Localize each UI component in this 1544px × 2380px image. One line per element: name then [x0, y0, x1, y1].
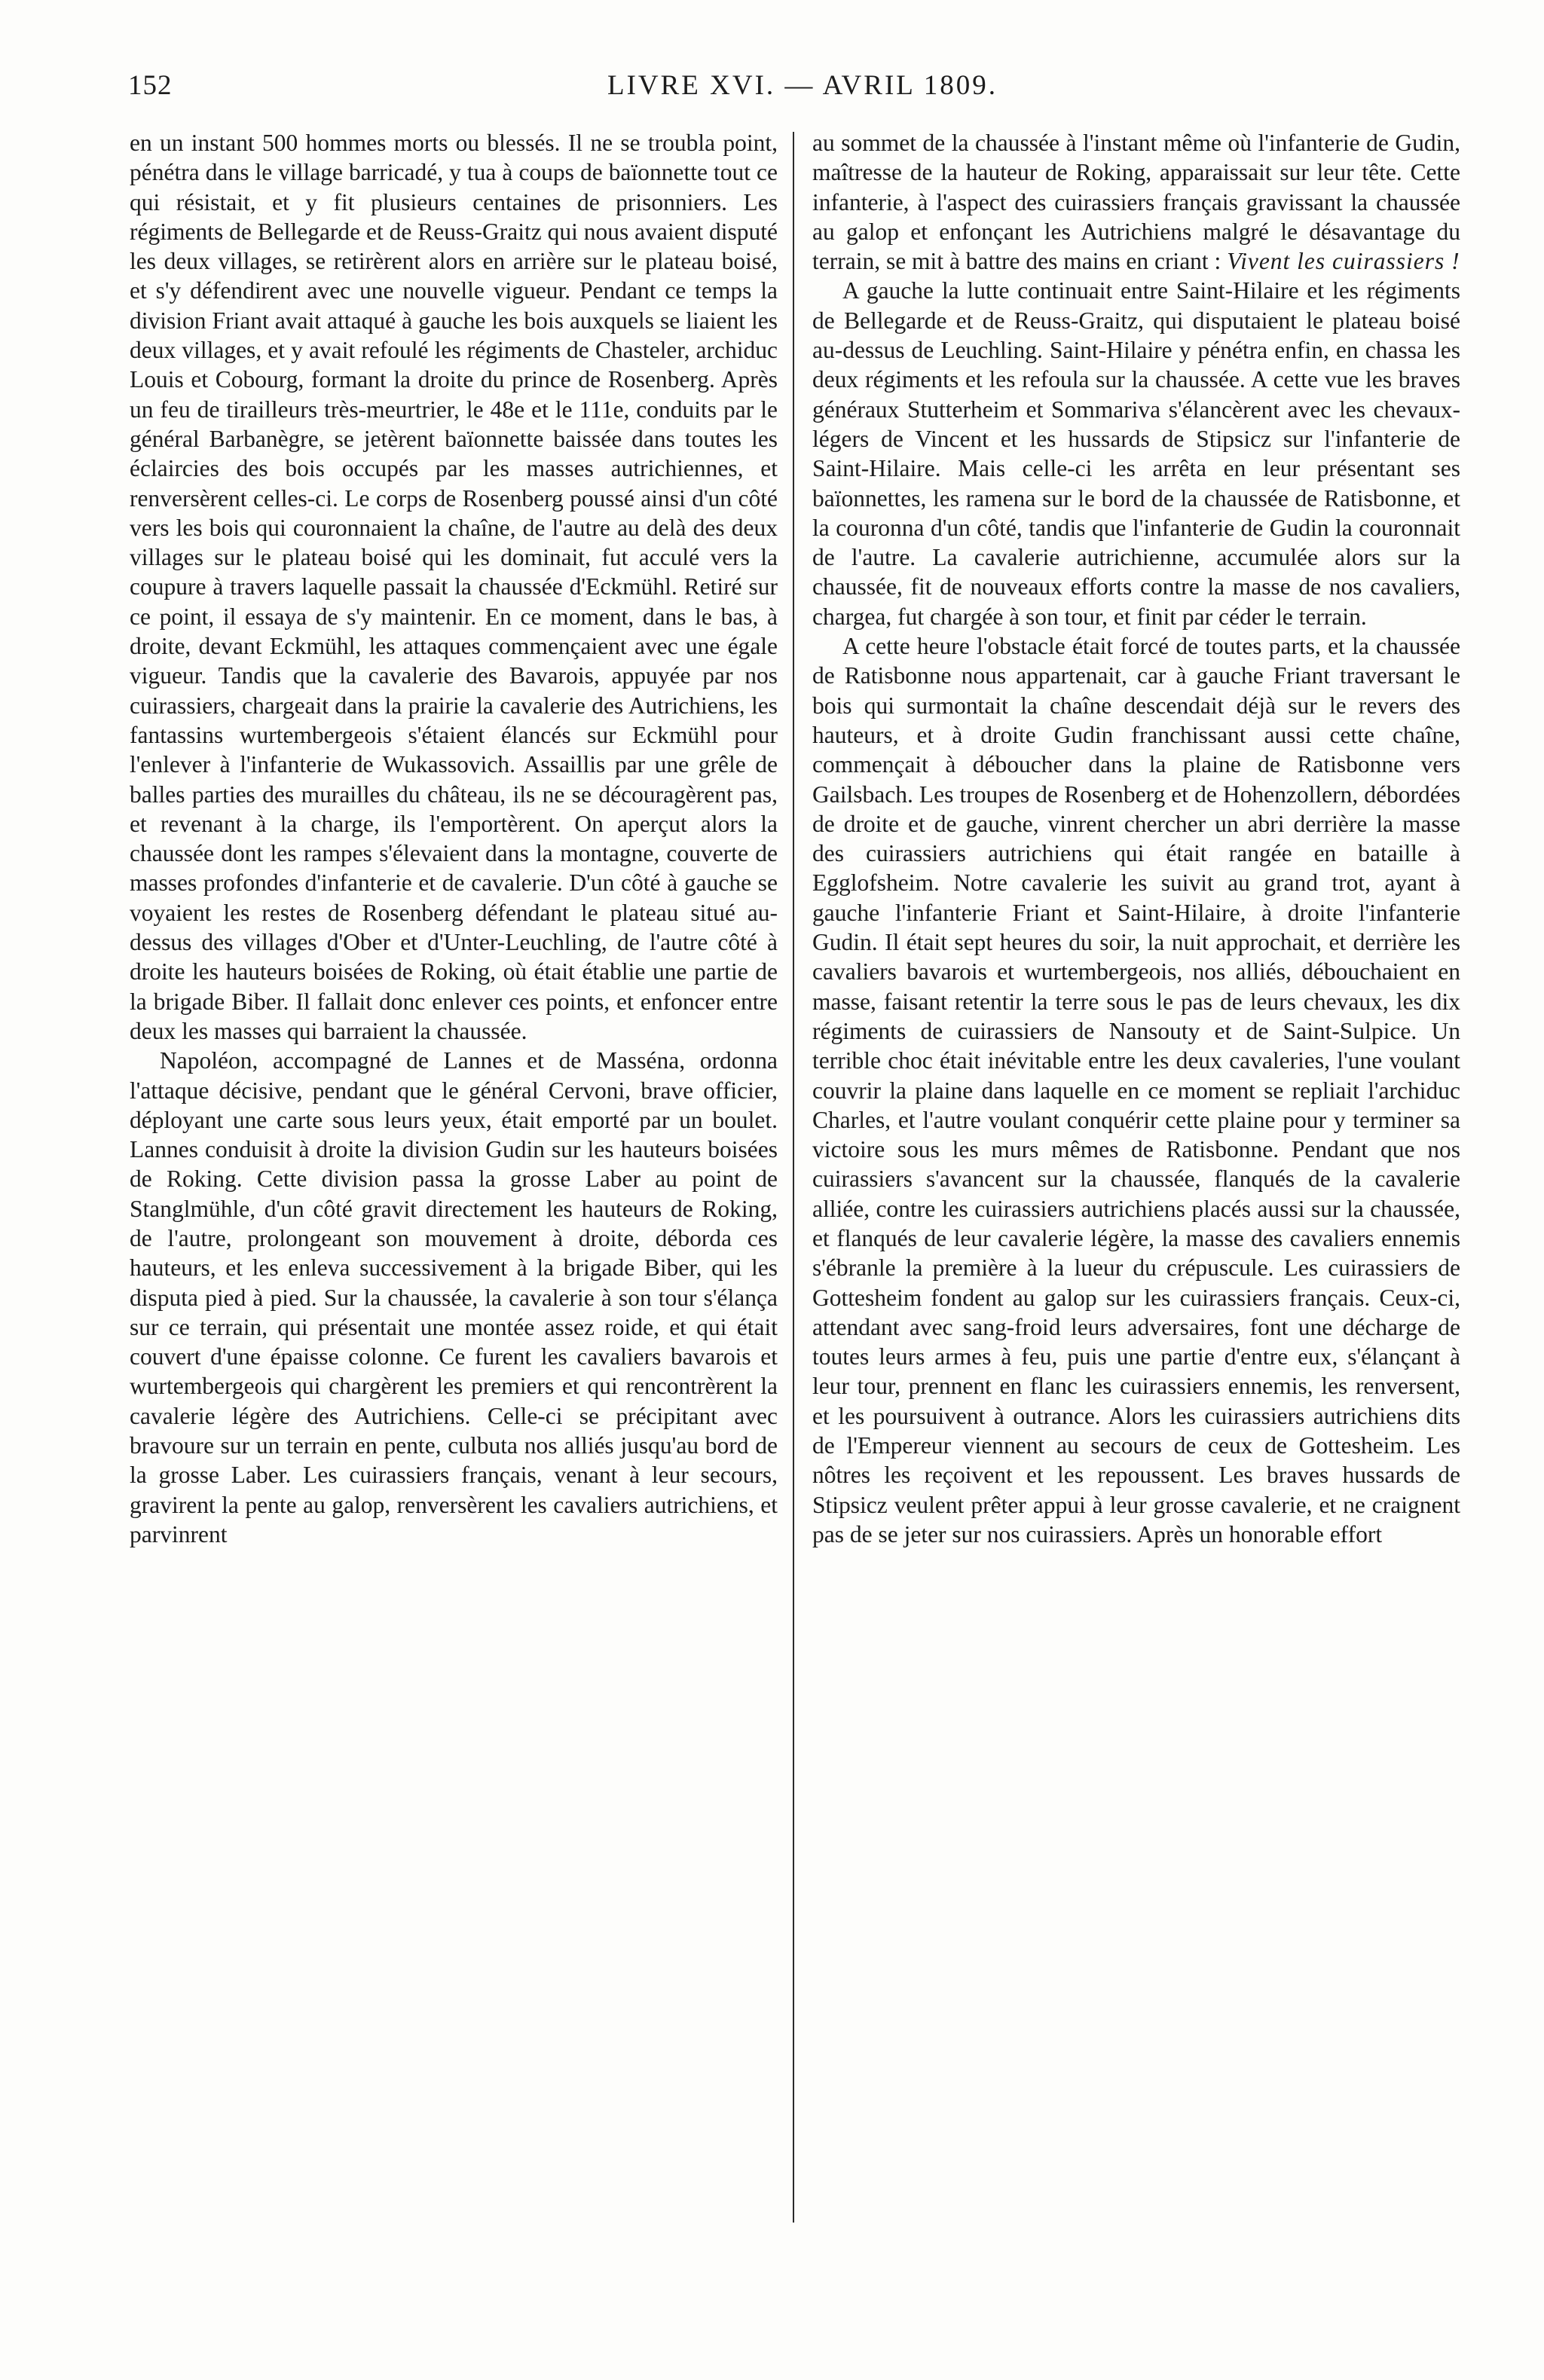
- running-title: LIVRE XVI. — AVRIL 1809.: [607, 70, 998, 101]
- paragraph-text: au sommet de la chaussée à l'instant même où l'infanterie de Gudin, maîtresse de la hauteur de Roking, apparaissait sur leur tête. Cette infanterie, à l'aspect des cuirassiers français gravissant la chaussée au galop et enfonçant les Autrichiens malgré le désavantage du terrain, se mit à battre des mains en criant :: [812, 130, 1460, 275]
- page-number: 152: [128, 70, 173, 101]
- paragraph: A gauche la lutte continuait entre Saint-Hilaire et les régiments de Bellegarde et de Reuss-Graitz, qui disputaient le plateau boisé au-dessus de Leuchling. Saint-Hilaire y pénétra enfin, en chassa les deux régiments et les refoula sur la chaussée. A cette vue les braves généraux Stutterheim et Sommariva s'élancèrent avec les chevaux-légers de Vincent et les hussards de Stipsicz sur l'infanterie de Saint-Hilaire. Mais celle-ci les arrêta en leur présentant ses baïonnettes, les ramena sur le bord de la chaussée de Ratisbonne, et la couronna d'un côté, tandis que l'infanterie de Gudin la couronnait de l'autre. La cavalerie autrichienne, accumulée alors sur la chaussée, fit de nouveaux efforts contre la masse de nos cavaliers, chargea, fut chargée à son tour, et finit par céder le terrain.: [812, 277, 1460, 630]
- italic-exclamation: Vivent les cuirassiers !: [1227, 248, 1460, 275]
- paragraph: A cette heure l'obstacle était forcé de toutes parts, et la chaussée de Ratisbonne nous appartenait, car à gauche Friant traversant le bois qui surmontait la chaîne descendait déjà sur le revers des hauteurs, et à droite Gudin franchissant aussi cette chaîne, commençait à déboucher dans la plaine de Ratisbonne vers Gailsbach. Les troupes de Rosenberg et de Hohenzollern, débordées de droite et de gauche, vinrent chercher un abri derrière la masse des cuirassiers autrichiens qui était rangée en bataille à Egglofsheim. Notre cavalerie les suivit au grand trot, ayant à gauche l'infanterie Friant et Saint-Hilaire, à droite l'infanterie Gudin. Il était sept heures du soir, la nuit approchait, et derrière les cavaliers bavarois et wurtembergeois, nos alliés, débouchaient en masse, faisant retentir la terre sous le pas de leurs chevaux, les dix régiments de cuirassiers de Nansouty et de Saint-Sulpice. Un terrible choc était inévitable entre les deux cavaleries, l'une voulant couvrir la plaine dans laquelle en ce moment se repliait l'archiduc Charles, et l'autre voulant conquérir cette plaine pour y terminer sa victoire sous les murs mêmes de Ratisbonne. Pendant que nos cuirassiers s'avancent sur la chaussée, flanqués de la cavalerie alliée, contre les cuirassiers autrichiens placés aussi sur la chaussée, et flanqués de leur cavalerie légère, la masse des cavaliers ennemis s'ébranle la première à la lueur du crépuscule. Les cuirassiers de Gottesheim fondent au galop sur les cuirassiers français. Ceux-ci, attendant avec sang-froid leurs adversaires, font une décharge de toutes leurs armes à feu, puis une partie d'entre eux, s'élançant à leur tour, prennent en flanc les cuirassiers ennemis, les renversent, et les poursuivent à outrance. Alors les cuirassiers autrichiens dits de l'Empereur viennent au secours de ceux de Gottesheim. Les nôtres les reçoivent et les repoussent. Les braves hussards de Stipsicz veulent prêter appui à leur grosse cavalerie, et ne craignent pas de se jeter sur nos cuirassiers. Après un honorable effort: [812, 633, 1460, 1547]
- paragraph: en un instant 500 hommes morts ou blessés. Il ne se troubla point, pénétra dans le village barricadé, y tua à coups de baïonnette tout ce qui résistait, et y fit plusieurs centaines de prisonniers. Les régiments de Bellegarde et de Reuss-Graitz qui nous avaient disputé les deux villages, se retirèrent alors en arrière sur le plateau boisé, et s'y défendirent avec une nouvelle vigueur. Pendant ce temps la division Friant avait attaqué à gauche les bois auxquels se liaient les deux villages, et y avait refoulé les régiments de Chasteler, archiduc Louis et Cobourg, formant la droite du prince de Rosenberg. Après un feu de tirailleurs très-meurtrier, le 48e et le 111e, conduits par le général Barbanègre, se jetèrent baïonnette baissée dans toutes les éclaircies des bois occupés par les masses autrichiennes, et renversèrent celles-ci. Le corps de Rosenberg poussé ainsi d'un côté vers les bois qui couronnaient la chaîne, de l'autre au delà des deux villages sur le plateau boisé qui les dominait, fut acculé vers la coupure à travers laquelle passait la chaussée d'Eckmühl. Retiré sur ce point, il essaya de s'y maintenir. En ce moment, dans le bas, à droite, devant Eckmühl, les attaques commençaient avec une égale vigueur. Tandis que la cavalerie des Bavarois, appuyée par nos cuirassiers, chargeait dans la prairie la cavalerie des Autrichiens, les fantassins wurtembergeois s'étaient élancés sur Eckmühl pour l'enlever à l'infanterie de Wukassovich. Assaillis par une grêle de balles parties des murailles du château, ils ne se découragèrent pas, et revenant à la charge, ils l'emportèrent. On aperçut alors la chaussée dont les rampes s'élevaient dans la montagne, couverte de masses profondes d'infanterie et de cavalerie. D'un côté à gauche se voyaient les restes de Rosenberg défendant le plateau situé au-dessus des villages d'Ober et d'Unter-Leuchling, de l'autre côté à droite les hauteurs boisées de Roking, où était établie une partie de la brigade Biber. Il fallait donc enlever ces points, et enfoncer entre deux les masses qui barraient la chaussée.: [130, 130, 778, 1044]
- page-header: [128, 69, 1477, 115]
- paragraph: [812, 128, 1460, 276]
- left-column: [130, 128, 778, 1549]
- right-column: [812, 128, 1460, 1549]
- paragraph: Napoléon, accompagné de Lannes et de Masséna, ordonna l'attaque décisive, pendant que le général Cervoni, brave officier, déployant une carte sous leurs yeux, était emporté par un boulet. Lannes conduisit à droite la division Gudin sur les hauteurs boisées de Roking. Cette division passa la grosse Laber au point de Stanglmühle, d'un côté gravit directement les hauteurs de Roking, de l'autre, prolongeant son mouvement à droite, déborda ces hauteurs, et les enleva successivement à la brigade Biber, qui les disputa pied à pied. Sur la chaussée, la cavalerie à son tour s'élança sur ce terrain, qui présentait une montée assez roide, et qui était couvert d'une épaisse colonne. Ce furent les cavaliers bavarois et wurtembergeois qui chargèrent les premiers et qui rencontrèrent la cavalerie légère des Autrichiens. Celle-ci se précipitant avec bravoure sur un terrain en pente, culbuta nos alliés jusqu'au bord de la grosse Laber. Les cuirassiers français, venant à leur secours, gravirent la pente au galop, renversèrent les cavaliers autrichiens, et parvinrent: [130, 1047, 778, 1547]
- column-divider: [793, 132, 794, 2223]
